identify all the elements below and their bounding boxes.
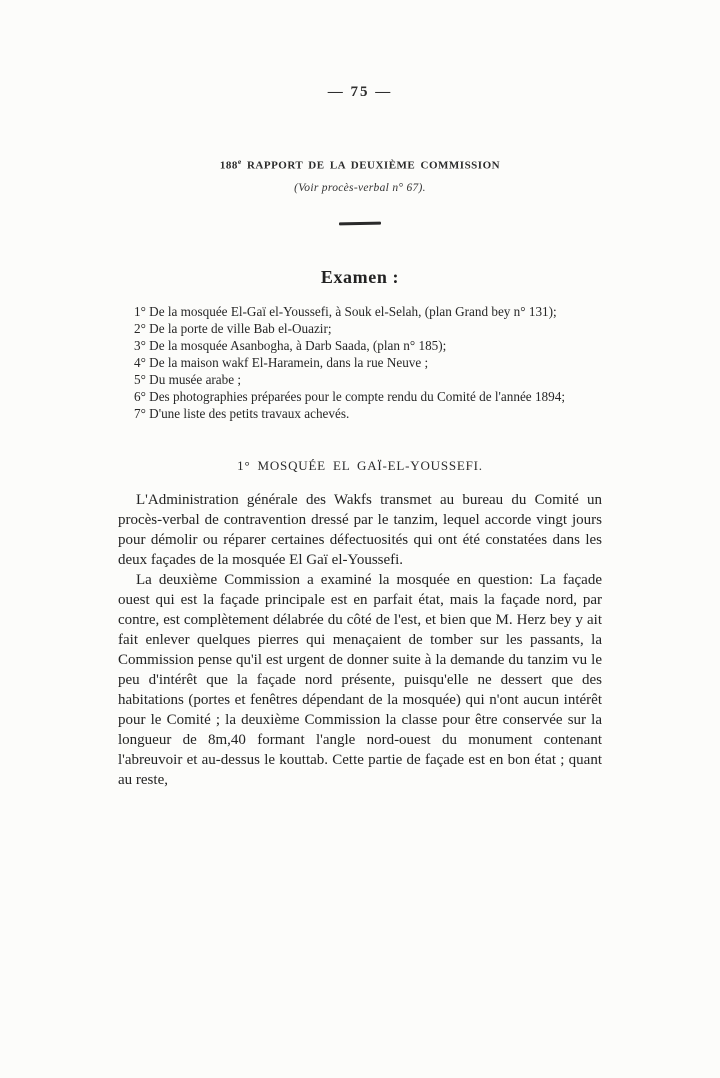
section-heading: 1° MOSQUÉE EL GAÏ-EL-YOUSSEFI. xyxy=(237,457,483,473)
report-title xyxy=(118,157,602,172)
examen-item: 1° De la mosquée El-Gaï el-Youssefi, à Souk el-Selah, (plan Grand bey n° 131); xyxy=(134,303,557,319)
examen-item: 7° D'une liste des petits travaux achevés. xyxy=(134,405,350,421)
report-number: 188 xyxy=(219,159,238,172)
examen-heading: Examen : xyxy=(320,266,400,287)
body-paragraph: La deuxième Commission a examiné la mosquée en question: La façade ouest qui est la façade principale est en parfait état, mais la façade nord, par contre, est complètement délabrée du côté de l'est, et bien que M. Herz bey y ait fait enlever quelques pierres qui menaçaient de tomber sur les passants, la Commission pense qu'il est urgent de donner suite à la demande du tanzim vu le peu d'intérêt que la façade nord présente, puisqu'elle ne dessert que des habitations (portes et fenêtres dépendant de la mosquée) qui n'ont aucun intérêt pour le Comité ; la deuxième Commission la classe pour être conservée sur la longueur de 8m,40 formant l'angle nord-ouest du monument contenant l'abreuvoir et au-dessus le kouttab. Cette partie de façade est en bon état ; quant au reste, xyxy=(118,571,602,788)
report-number-ordinal: e xyxy=(237,157,242,166)
report-title-text: RAPPORT DE LA DEUXIÈME COMMISSION xyxy=(241,159,501,172)
examen-list xyxy=(118,303,602,422)
body-text xyxy=(118,490,602,790)
report-subtitle: (Voir procès-verbal n° 67). xyxy=(294,181,426,194)
page-number: — 75 — xyxy=(327,84,393,100)
examen-item: 3° De la mosquée Asanbogha, à Darb Saada, (plan n° 185); xyxy=(134,337,447,353)
examen-item: 2° De la porte de ville Bab el-Ouazir; xyxy=(134,320,332,336)
body-paragraph: L'Administration générale des Wakfs transmet au bureau du Comité un procès-verbal de contravention dressé par le tanzim, lequel accorde vingt jours pour démolir ou réparer certaines défectuosités qui ont été constatées dans les deux façades de la mosquée El Gaï el-Youssefi. xyxy=(118,491,602,568)
page-content xyxy=(118,157,602,790)
examen-item: 6° Des photographies préparées pour le compte rendu du Comité de l'année 1894; xyxy=(134,388,565,404)
examen-item: 5° Du musée arabe ; xyxy=(134,371,242,387)
examen-item: 4° De la maison wakf El-Haramein, dans la rue Neuve ; xyxy=(134,354,429,370)
divider-rule xyxy=(339,221,381,225)
